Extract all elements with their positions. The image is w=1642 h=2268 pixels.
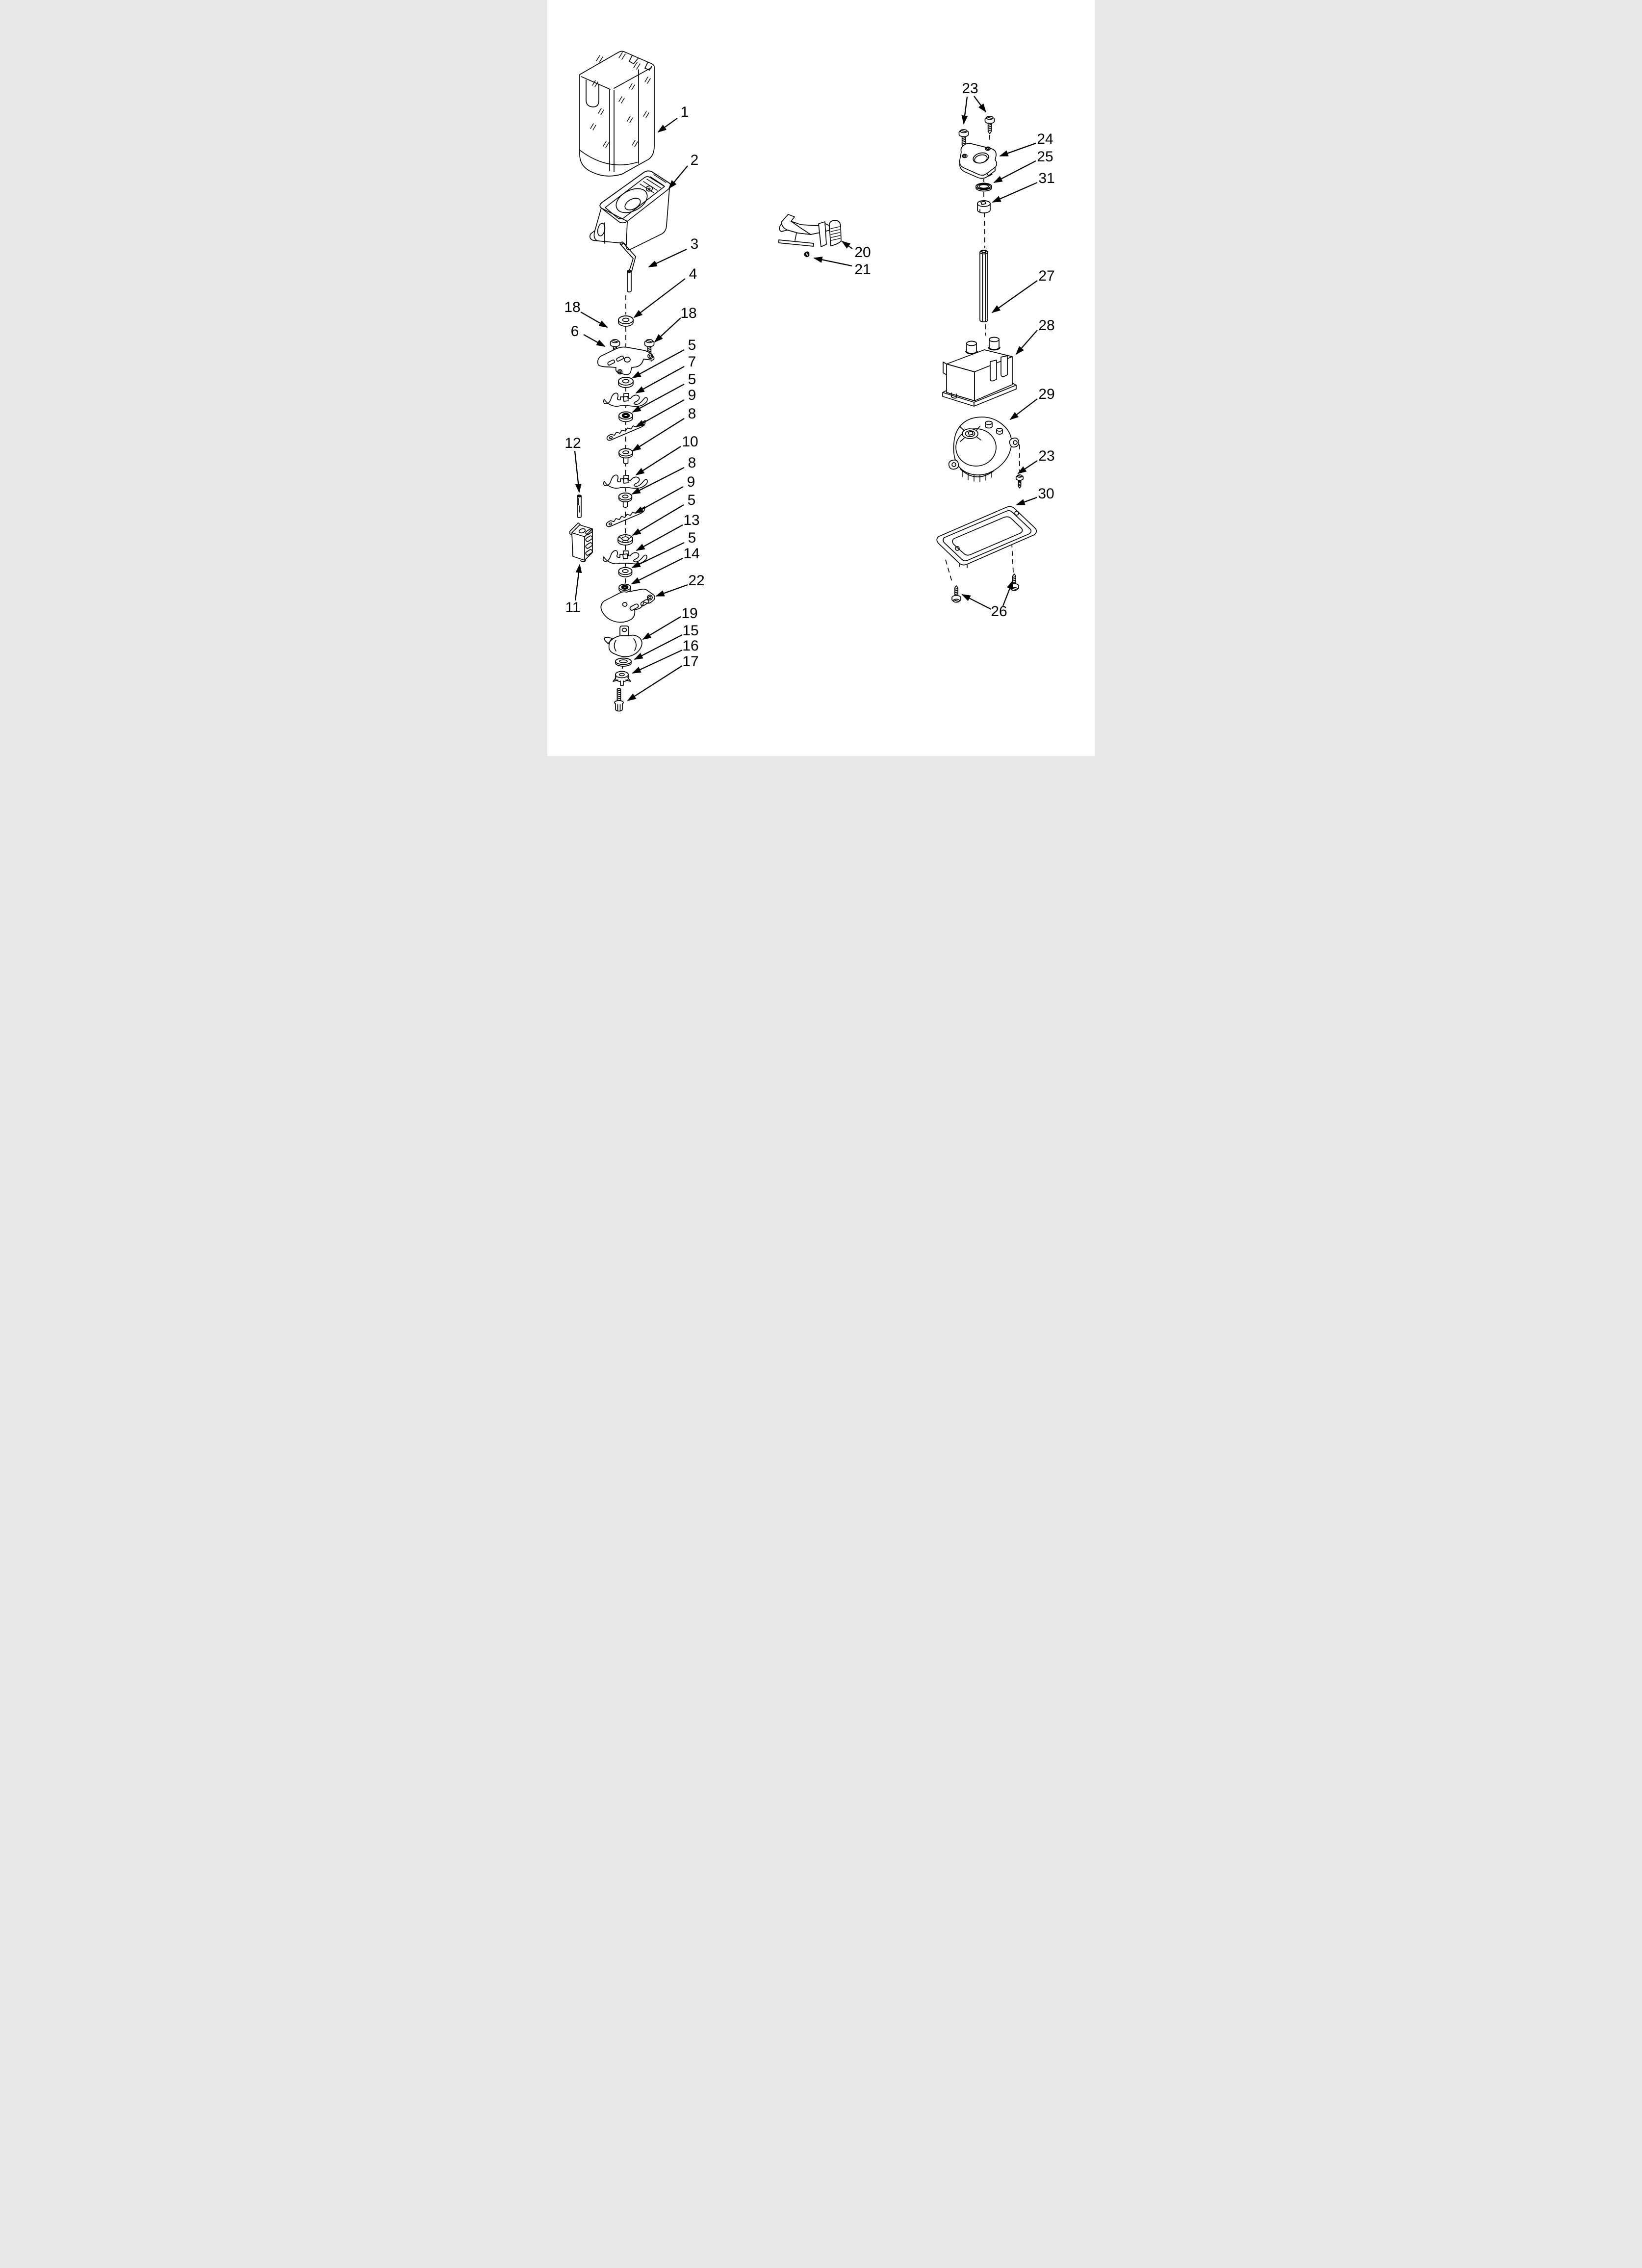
callout-arrow [814, 258, 852, 266]
axis-line [1012, 543, 1013, 573]
part-12-pin [577, 495, 581, 518]
callout-arrow [656, 585, 688, 596]
callout-label: 21 [854, 261, 871, 278]
callout-label: 4 [689, 266, 697, 282]
callout-label: 20 [854, 244, 871, 261]
part-5-washer-c [619, 568, 632, 577]
callout-label: 25 [1037, 149, 1053, 165]
callout-arrow [994, 161, 1036, 182]
callout-label: 2 [690, 152, 699, 168]
callout-arrow [633, 418, 684, 451]
part-26-screw-a [952, 586, 961, 602]
part-10-standoff [619, 449, 633, 464]
axis-line [946, 560, 952, 583]
callout-label: 28 [1038, 317, 1055, 334]
callout-label: 9 [688, 387, 696, 403]
part-5-washer-b [618, 535, 633, 545]
part-20-switch-lever [779, 214, 841, 247]
callout-arrow [581, 312, 607, 327]
part-16-auger-retainer [613, 672, 631, 686]
callout-label: 11 [565, 600, 581, 616]
axis-line [984, 212, 985, 248]
part-31-bushing [977, 201, 990, 213]
callout-label: 19 [681, 605, 698, 622]
axis-line [989, 135, 990, 143]
parts-diagram-page [547, 0, 1095, 756]
callout-arrow [669, 166, 688, 188]
callout-label: 10 [682, 434, 698, 450]
callout-label: 12 [564, 435, 581, 451]
callout-arrow [1018, 461, 1037, 473]
callout-label: 31 [1038, 170, 1055, 186]
callout-label: 5 [688, 337, 696, 353]
callout-label: 27 [1038, 268, 1055, 284]
part-2-auger-housing [590, 171, 671, 250]
callout-arrow [633, 505, 684, 535]
callout-arrow [1017, 497, 1037, 505]
callout-arrow [649, 249, 687, 267]
callout-arrow [658, 118, 677, 132]
callout-label: 29 [1038, 386, 1055, 402]
callout-arrow [1010, 399, 1037, 419]
part-23-screw-b [985, 116, 995, 134]
callout-arrow [584, 335, 605, 346]
part-22-crusher-housing-plate [601, 589, 655, 623]
callout-label: 18 [564, 299, 581, 315]
callout-arrow [964, 97, 967, 124]
callout-arrow [962, 595, 991, 609]
part-25-washer [976, 183, 992, 191]
callout-arrow [655, 318, 681, 342]
part-29-gear-motor [949, 417, 1019, 482]
callout-label: 7 [688, 354, 696, 370]
part-19-ice-deflector [604, 626, 642, 657]
part-21-spring [804, 251, 810, 258]
part-30-cover-plate [937, 507, 1036, 568]
callout-label: 17 [682, 653, 699, 670]
callout-label: 22 [688, 573, 705, 589]
callout-arrow [632, 543, 684, 568]
callout-arrow [992, 281, 1037, 313]
callout-arrow [993, 182, 1037, 202]
callout-label: 6 [570, 323, 579, 339]
callout-label: 5 [688, 530, 696, 546]
callout-label: 13 [683, 512, 700, 528]
part-11-crusher-block [570, 523, 592, 562]
part-26-screw-b [1010, 574, 1019, 591]
callout-arrow [974, 96, 986, 112]
part-1-ice-container [580, 52, 654, 176]
part-14-washer [619, 584, 631, 593]
callout-label: 24 [1037, 131, 1053, 147]
part-27-drive-shaft [980, 250, 988, 322]
part-7-crusher-blade [604, 393, 647, 406]
part-17-screw [615, 688, 623, 711]
part-13-crusher-blade [603, 550, 647, 564]
part-9-bearing-a [619, 412, 633, 422]
callout-label: 16 [682, 638, 699, 654]
part-15-washer [616, 658, 631, 667]
callout-arrow [636, 446, 681, 475]
callout-label: 8 [688, 406, 696, 422]
callout-label: 23 [1038, 448, 1055, 464]
callout-arrow [643, 617, 681, 639]
center-axis-lines [615, 135, 1020, 687]
callout-label: 18 [680, 305, 697, 321]
callout-label: 30 [1038, 486, 1054, 502]
callout-arrow [1016, 330, 1037, 354]
callout-label: 23 [962, 80, 978, 97]
part-23-screw-c [1016, 475, 1023, 488]
part-28-dispenser-module [943, 338, 1016, 407]
callout-label: 26 [991, 603, 1007, 620]
callout-arrow [1000, 143, 1036, 156]
part-9-bearing-b [619, 493, 632, 507]
callout-label: 5 [688, 371, 696, 388]
callout-arrow [633, 384, 684, 412]
callout-label: 5 [687, 492, 696, 508]
part-24-motor-mount-plate [960, 143, 997, 178]
part-4-bearing-washer [618, 316, 633, 326]
callout-arrow [635, 635, 682, 659]
callout-label: 14 [683, 546, 700, 562]
callout-arrow [634, 279, 685, 317]
callout-label: 9 [687, 474, 695, 490]
callout-arrow [575, 565, 580, 600]
callout-arrow [1003, 581, 1013, 606]
callout-label: 1 [680, 104, 689, 120]
callout-arrow [575, 451, 579, 492]
callout-label: 8 [688, 455, 696, 471]
exploded-parts-diagram [547, 0, 1095, 756]
callout-arrow [636, 366, 684, 393]
callout-arrow [633, 650, 682, 673]
callout-label: 15 [682, 623, 699, 639]
part-8-crusher-blade-b [604, 475, 647, 488]
callout-label: 3 [690, 236, 699, 252]
part-5-washer-a [618, 377, 633, 388]
callout-arrow [842, 241, 852, 249]
